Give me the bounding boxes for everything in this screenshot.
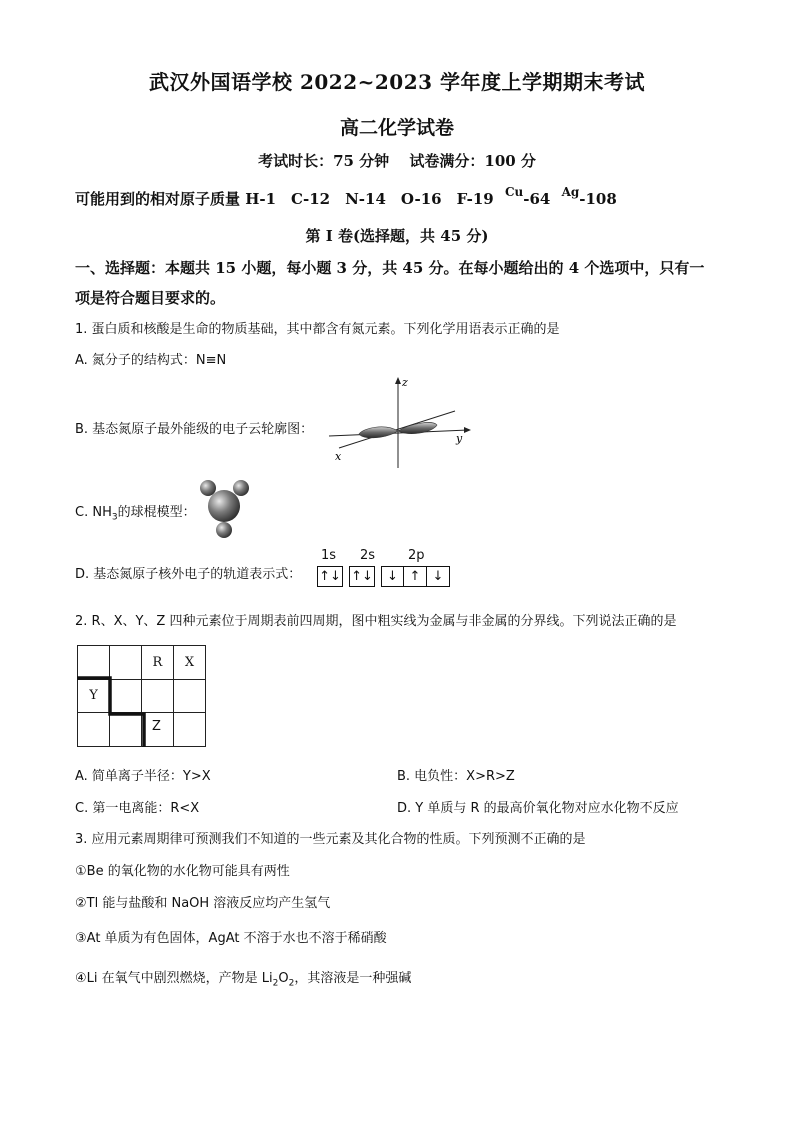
hydrogen-atom-1 [200, 480, 216, 496]
y-axis-arrow [464, 427, 471, 433]
q2-option-d: D. Y 单质与 R 的最高价氧化物对应水化物不反应 [397, 801, 679, 816]
grid-label-z: Z [152, 719, 161, 734]
cu-mass: -64 [523, 190, 551, 208]
q1-option-d: D. 基态氮原子核外电子的轨道表示式： [75, 567, 302, 582]
q3-item-4-sub2: 2 [288, 978, 295, 989]
p-orbital-diagram [325, 376, 475, 471]
grid-cell-r: R [141, 646, 173, 680]
nitrogen-atom [208, 490, 240, 522]
orbital-2s-box [349, 566, 375, 587]
q3-item-3: ③At 单质为有色固体，AgAt 不溶于水也不溶于稀硝酸 [75, 931, 387, 946]
q1-option-c-sub: 3 [111, 512, 118, 523]
axis-z-label: z [402, 376, 408, 389]
exam-subtitle: 高二化学试卷 [339, 117, 454, 139]
q3-item-4-mid: O [278, 971, 289, 986]
orbital-2p-cell-1: ↓ [381, 566, 404, 587]
axis-y-label: y [456, 432, 463, 445]
hydrogen-atom-3 [216, 522, 232, 538]
orbital-label-2p: 2p [408, 548, 425, 563]
q3-item-4 [75, 967, 411, 989]
z-axis-arrow [395, 377, 401, 384]
orbital-2p-cell-3: ↓ [427, 566, 450, 587]
grid-cell-x: X [173, 646, 205, 680]
orbital-2p-box [381, 566, 450, 587]
orbital-label-1s: 1s [321, 548, 337, 563]
q1-option-c [75, 501, 196, 523]
q1-option-c-suffix: 的球棍模型： [117, 505, 196, 520]
grid-cell [173, 679, 205, 713]
instructions-line2: 项是符合题目要求的。 [75, 289, 226, 307]
section-title: 第 I 卷(选择题，共 45 分) [305, 227, 489, 245]
q2-option-c: C. 第一电离能：R<X [75, 801, 200, 816]
orbital-1s-box [317, 566, 343, 587]
ag-symbol: Ag [561, 185, 580, 199]
atomic-masses-prefix: 可能用到的相对原子质量 H-1 C-12 N-14 O-16 F-19 [75, 190, 494, 208]
hydrogen-atom-2 [233, 480, 249, 496]
q2-stem: 2. R、X、Y、Z 四种元素位于周期表前四周期，图中粗实线为金属与非金属的分界线。下列说法正确的是 [75, 614, 677, 629]
axis-x-label: x [335, 450, 342, 463]
q3-item-4-prefix: ④Li 在氧气中剧烈燃烧，产物是 Li [75, 971, 273, 986]
q3-stem: 3. 应用元素周期律可预测我们不知道的一些元素及其化合物的性质。下列预测不正确的是 [75, 832, 586, 847]
ag-mass: -108 [579, 190, 617, 208]
metal-nonmetal-boundary [75, 675, 155, 750]
orbital-2s-cell: ↑↓ [349, 566, 375, 587]
q3-item-2: ②Tl 能与盐酸和 NaOH 溶液反应均产生氢气 [75, 896, 331, 911]
q1-stem: 1. 蛋白质和核酸是生命的物质基础，其中都含有氮元素。下列化学用语表示正确的是 [75, 322, 560, 337]
grid-cell [173, 713, 205, 747]
exam-title: 武汉外国语学校 2022~2023 学年度上学期期末考试 [148, 70, 645, 94]
orbital-label-2s: 2s [360, 548, 376, 563]
orbital-boxes [317, 566, 450, 587]
q2-option-b: B. 电负性：X>R>Z [397, 769, 515, 784]
cu-symbol: Cu [504, 185, 524, 199]
q3-item-4-suffix: ，其溶液是一种强碱 [294, 971, 412, 986]
grid-cell-y: Y [78, 679, 110, 713]
atomic-masses [75, 185, 617, 209]
exam-info: 考试时长：75 分钟 试卷满分：100 分 [258, 152, 536, 170]
boundary-line [77, 678, 144, 747]
orbital-1s-cell: ↑↓ [317, 566, 343, 587]
instructions-line1: 一、选择题：本题共 15 小题，每小题 3 分，共 45 分。在每小题给出的 4 个选项中，只有一 [75, 259, 705, 277]
q2-option-a: A. 简单离子半径：Y>X [75, 769, 211, 784]
nh3-ball-stick-model [195, 476, 255, 540]
x-axis-line [339, 411, 455, 448]
q1-option-b: B. 基态氮原子最外能级的电子云轮廓图： [75, 422, 314, 437]
q1-option-c-prefix: C. NH [75, 505, 112, 520]
orbital-2p-cell-2: ↑ [404, 566, 427, 587]
q3-item-1: ①Be 的氧化物的水化物可能具有两性 [75, 864, 290, 879]
orbital-lobe-left [359, 427, 398, 438]
q1-option-a: A. 氮分子的结构式：N≡N [75, 353, 227, 368]
q3-item-4-sub1: 2 [272, 978, 279, 989]
